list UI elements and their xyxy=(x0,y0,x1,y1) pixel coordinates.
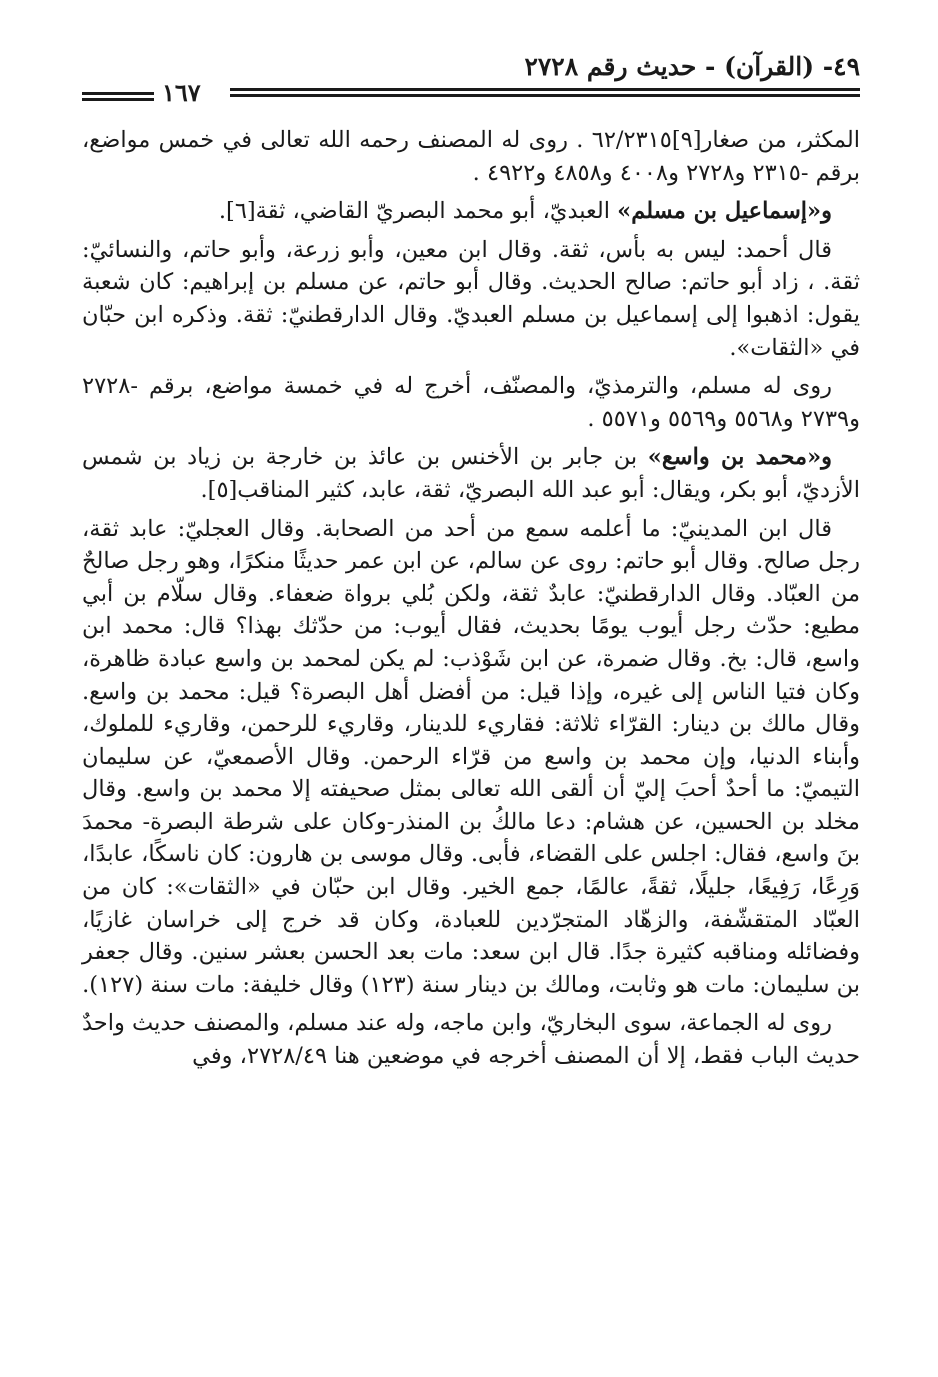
header-rule xyxy=(82,98,154,101)
paragraph-text: روى له مسلم، والترمذيّ، والمصنّف، أخرج له في خمسة مواضع، برقم ‎-٢٧٢٨ و٢٧٣٩ و٥٥٦٨ و٥٥٦٩ و٥٥٧١ . xyxy=(82,373,860,432)
paragraph-text: المكثر، من صغار[٩]٦٢/٢٣١٥ . روى له المصنف رحمه الله تعالى في خمس مواضع، برقم ‎-٢٣١٥ و٢٧٢٨ و٤٠٠٨ و٤٨٥٨ و٤٩٢٢ . xyxy=(82,127,860,186)
paragraph xyxy=(82,124,860,189)
paragraph xyxy=(82,441,860,506)
narrator-name: و«محمد بن واسع» xyxy=(647,444,832,471)
header-rule xyxy=(230,88,860,91)
paragraph xyxy=(82,370,860,435)
page-number: ١٦٧ xyxy=(162,78,201,107)
paragraph xyxy=(82,195,860,228)
paragraph-text: روى له الجماعة، سوى البخاريّ، وابن ماجه، وله عند مسلم، والمصنف حديث واحدٌ حديث الباب فقط، إلا أن المصنف أخرجه في موضعين هنا ٢٧٢٨/٤٩، وفي xyxy=(82,1010,860,1070)
page-body xyxy=(82,124,860,1079)
paragraph-text: بن جابر بن الأخنس بن عائذ بن خارجة بن زياد بن شمس الأزديّ، أبو بكر، ويقال: أبو عبد الله البصريّ، ثقة، عابد، كثير المناقب[٥]. xyxy=(82,444,860,503)
header-rule xyxy=(230,94,860,97)
paragraph xyxy=(82,234,860,364)
paragraph xyxy=(82,1007,860,1072)
paragraph-text: العبديّ، أبو محمد البصريّ القاضي، ثقة[٦]. xyxy=(218,198,618,225)
paragraph xyxy=(82,513,860,1002)
page-header xyxy=(82,52,860,107)
paragraph-text: قال ابن المدينيّ: ما أعلمه سمع من أحد من الصحابة. وقال العجليّ: عابد ثقة، رجل صالح. وقال أبو حاتم: روى عن سالم، عن ابن عمر حديثًا منكرًا، وهو رجل صالحٌ من العبّاد. وقال الدارقطنيّ: عابدٌ ثقة، ولكن بُلي برواة ضعفاء. وقال سلّام بن أبي مطيع: حدّث رجل أيوب يومًا بحديث، فقال أيوب: من حدّثك بهذا؟ قال: محمد ابن واسع، قال: بخ. وقال ضمرة، عن ابن شَوْذب: لم يكن لمحمد بن واسع عبادة ظاهرة، وكان فتيا الناس إلى غيره، وإذا قيل: من أفضل أهل البصرة؟ قيل: محمد بن واسع. وقال مالك بن دينار: القرّاء ثلاثة: فقاريء للدينار، وقاريء للرحمن، وقاريء للملوك، وأبناء الدنيا، وإن محمد بن واسع من قرّاء الرحمن. وقال الأصمعيّ، عن سليمان التيميّ: ما أحدٌ أحبَ إليّ أن ألقى الله تعالى بمثل صحيفته إلا محمد بن واسع. وقال مخلد بن الحسين، عن هشام: دعا مالكُ بن المنذر-وكان على شرطة البصرة- محمدَ بنَ واسع، فقال: اجلس على القضاء، فأبى. وقال موسى بن هارون: كان ناسكًا، عابدًا، وَرِعًا، رَفِيعًا، جليلًا، ثقةً، عالمًا، جمع الخير. وقال ابن حبّان في «الثقات»: كان من العبّاد المتقشّفة، والزهّاد المتجرّدين للعبادة، وكان قد خرج إلى خراسان غازيًا، وفضائله ومناقبه كثيرة جدًا. قال ابن سعد: مات بعد الحسن بعشر سنين. وقال جعفر بن سليمان: مات هو وثابت، ومالك بن دينار سنة (١٢٣) وقال خليفة: مات سنة (١٢٧). xyxy=(82,515,860,998)
chapter-title: ٤٩- (القرآن) - حديث رقم ٢٧٢٨ xyxy=(524,52,860,81)
header-rule xyxy=(82,92,154,95)
narrator-name: و«إسماعيل بن مسلم» xyxy=(617,198,832,225)
paragraph-text: قال أحمد: ليس به بأس، ثقة. وقال ابن معين، وأبو زرعة، وأبو حاتم، والنسائيّ: ثقة. ، زاد أبو حاتم: صالح الحديث. وقال أبو حاتم، عن مسلم بن إبراهيم: كان شعبة يقول: اذهبوا إلى إسماعيل بن مسلم العبديّ. وقال الدارقطنيّ: ثقة. وذكره ابن حبّان في «الثقات». xyxy=(82,236,860,361)
